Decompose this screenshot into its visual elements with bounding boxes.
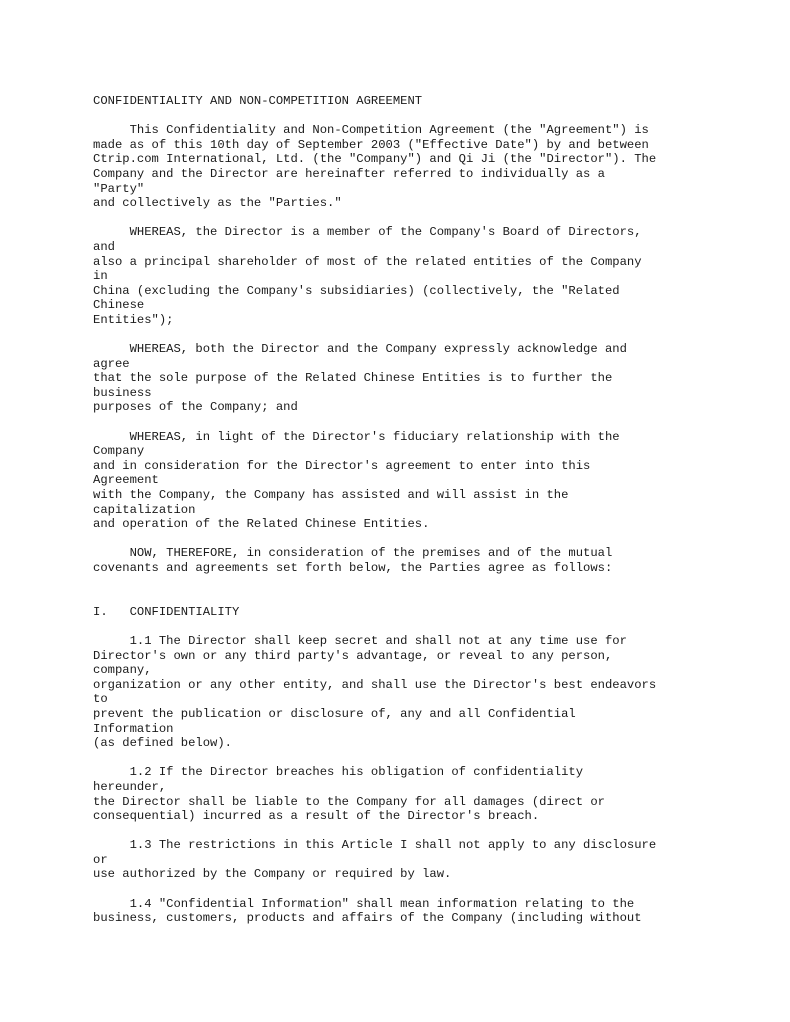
document-line: 1.1 The Director shall keep secret and shall not at any time use for <box>93 633 627 648</box>
document-line <box>93 415 753 430</box>
document-line: 1.4 "Confidential Information" shall mean information relating to the <box>93 896 635 911</box>
document-line: Chinese <box>93 298 145 313</box>
document-line: WHEREAS, in light of the Director's fiduciary relationship with the <box>93 429 620 444</box>
document-line: NOW, THEREFORE, in consideration of the premises and of the mutual <box>93 546 613 561</box>
document-line: in <box>93 269 108 284</box>
document-line: business <box>93 385 152 400</box>
document-line: organization or any other entity, and shall use the Director's best endeavors <box>93 677 657 692</box>
document-line: Information <box>93 721 174 736</box>
document-line: and collectively as the "Parties." <box>93 196 342 211</box>
document-line: Company <box>93 444 145 459</box>
document-line: or <box>93 852 108 867</box>
document-line <box>93 619 753 634</box>
document-line <box>93 824 753 839</box>
document-line: to <box>93 692 108 707</box>
document-line: consequential) incurred as a result of the Director's breach. <box>93 809 540 824</box>
document-line: also a principal shareholder of most of the related entities of the Company <box>93 254 642 269</box>
document-line <box>93 328 753 343</box>
document-line <box>93 590 753 605</box>
document-line <box>93 751 753 766</box>
document-line <box>93 576 753 591</box>
document-line: and <box>93 239 115 254</box>
document-line: Ctrip.com International, Ltd. (the "Company") and Qi Ji (the "Director"). The <box>93 152 657 167</box>
document-line: WHEREAS, the Director is a member of the Company's Board of Directors, <box>93 225 642 240</box>
document-line: I. CONFIDENTIALITY <box>93 604 240 619</box>
document-line: WHEREAS, both the Director and the Company expressly acknowledge and <box>93 342 627 357</box>
document-line: Company and the Director are hereinafter referred to individually as a <box>93 166 605 181</box>
document-line: China (excluding the Company's subsidiaries) (collectively, the "Related <box>93 283 620 298</box>
document-body <box>93 94 753 926</box>
document-line: "Party" <box>93 181 145 196</box>
document-line: business, customers, products and affairs of the Company (including without <box>93 911 642 926</box>
document-line: made as of this 10th day of September 2003 ("Effective Date") by and between <box>93 137 649 152</box>
document-line: and operation of the Related Chinese Entities. <box>93 517 430 532</box>
document-line: hereunder, <box>93 779 167 794</box>
document-line <box>93 109 753 124</box>
document-line: that the sole purpose of the Related Chinese Entities is to further the <box>93 371 613 386</box>
document-line: Agreement <box>93 473 159 488</box>
document-line: agree <box>93 356 130 371</box>
document-line: use authorized by the Company or required by law. <box>93 867 452 882</box>
document-line: Director's own or any third party's advantage, or reveal to any person, <box>93 648 613 663</box>
document-line <box>93 532 753 547</box>
document-line <box>93 882 753 897</box>
document-title: CONFIDENTIALITY AND NON-COMPETITION AGREEMENT <box>93 94 423 108</box>
document-line: Entities"); <box>93 312 174 327</box>
document-line: prevent the publication or disclosure of, any and all Confidential <box>93 706 576 721</box>
document-line <box>93 211 753 226</box>
document-line: 1.2 If the Director breaches his obligation of confidentiality <box>93 765 584 780</box>
document-line: with the Company, the Company has assisted and will assist in the <box>93 488 569 503</box>
document-line: capitalization <box>93 502 196 517</box>
document-line: (as defined below). <box>93 736 232 751</box>
document-line: purposes of the Company; and <box>93 400 298 415</box>
document-line: and in consideration for the Director's agreement to enter into this <box>93 458 591 473</box>
document-line: covenants and agreements set forth below, the Parties agree as follows: <box>93 561 613 575</box>
document-line: This Confidentiality and Non-Competition Agreement (the "Agreement") is <box>93 123 649 138</box>
document-line: company, <box>93 663 152 678</box>
document-line: 1.3 The restrictions in this Article I shall not apply to any disclosure <box>93 838 657 853</box>
document-line: the Director shall be liable to the Company for all damages (direct or <box>93 794 605 809</box>
